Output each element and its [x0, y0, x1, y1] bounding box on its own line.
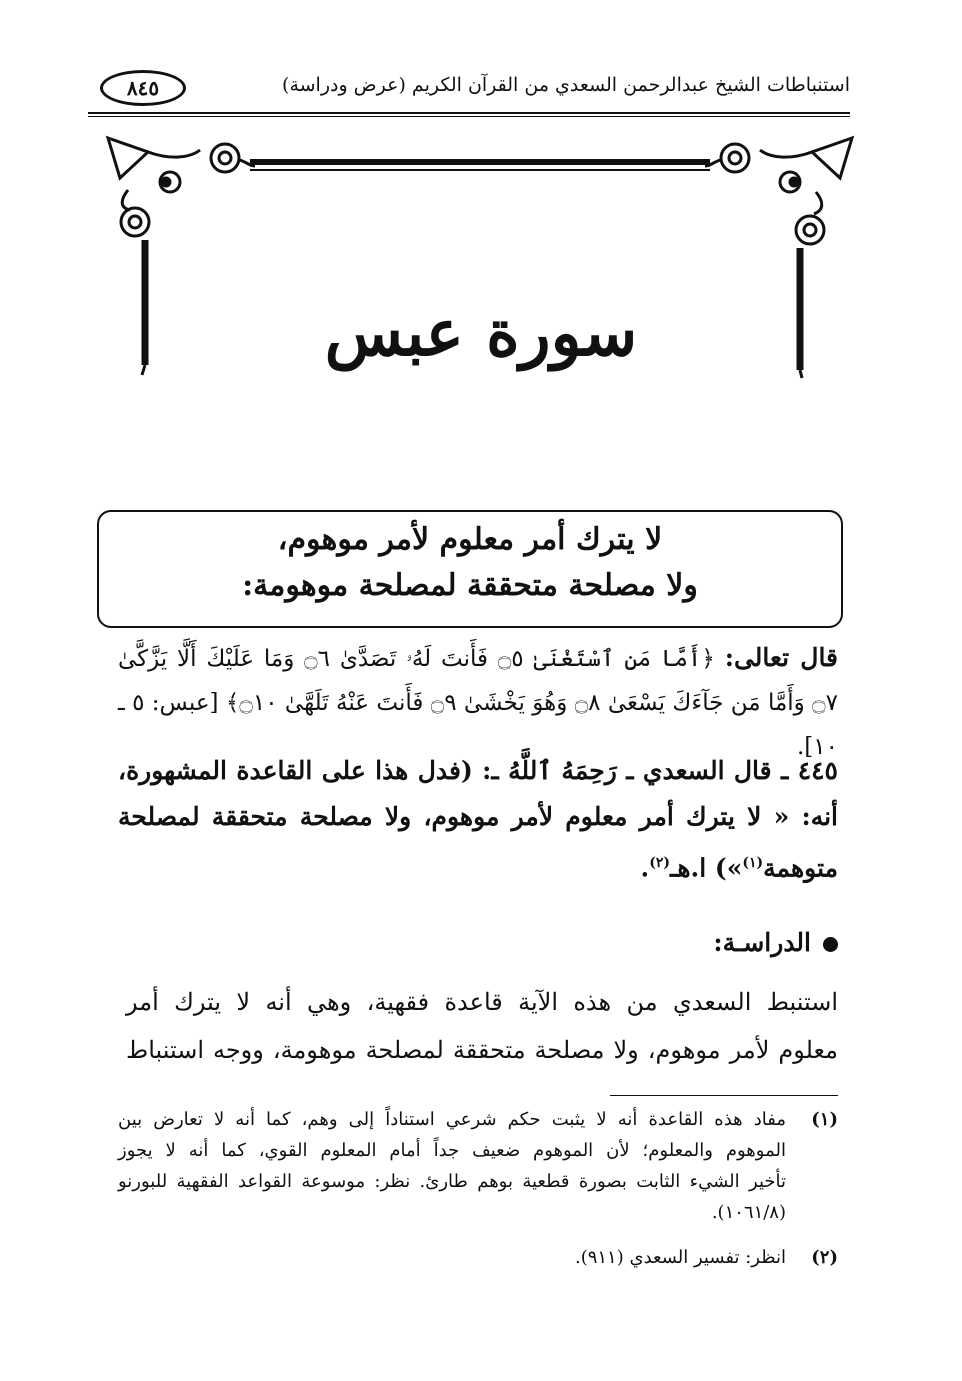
- header-rule-thin: [88, 116, 850, 117]
- bullet-icon: [823, 937, 838, 952]
- quote-line-1: ٤٤٥ ـ قال السعدي ـ رَحِمَهُ ٱللَّهُ ـ: (فدل هذا على القاعدة المشهورة،: [118, 756, 838, 785]
- study-body: [126, 978, 838, 1074]
- study-line-1: استنبط السعدي من هذه الآية قاعدة فقهية، وهي أنه لا يترك أمر: [126, 988, 838, 1016]
- verse-text: ﴿أَمَّا مَنِ ٱسْتَغْنَىٰ ۝٥ فَأَنتَ لَهُۥ تَصَدَّىٰ ۝٦ وَمَا عَلَيْكَ أَلَّا يَزَّكَّىٰ ۝٧ وَأَمَّا مَن جَآءَكَ يَسْعَىٰ ۝٨ وَهُوَ يَخْشَىٰ ۝٩ فَأَنتَ عَنْهُ تَلَهَّىٰ ۝١٠﴾: [118, 646, 838, 716]
- quote-line-3-end: .: [640, 853, 650, 883]
- verse-reference: [عبس: ٥ ـ ١٠].: [118, 690, 838, 760]
- footnote-ref-1: (١): [742, 855, 764, 871]
- quote-line-2: أنه: « لا يترك أمر معلوم لأمر موهوم، ولا مصلحة متحققة لمصلحة: [118, 802, 838, 831]
- page-header: [88, 70, 850, 118]
- quote-line-3-text: متوهمة: [763, 853, 838, 883]
- footnote-2: [118, 1242, 838, 1273]
- footnote-line: انظر: تفسير السعدي (٩١١).: [574, 1247, 786, 1268]
- footnote-ref-2: (٢): [649, 855, 670, 871]
- header-rule: [88, 112, 850, 114]
- quote-line-3-mid: ») ا.هـ: [670, 853, 743, 883]
- rule-box: [97, 510, 843, 628]
- footnote-line: (١٠٦١/٨).: [711, 1202, 786, 1223]
- sadi-quote: [118, 748, 838, 891]
- study-heading-text: الدراسـة:: [713, 928, 811, 957]
- study-heading: [713, 928, 838, 957]
- verse-intro: قال تعالى:: [724, 643, 839, 672]
- page-number: ٨٤٥: [100, 70, 186, 106]
- footnote-line: الموهوم والمعلوم؛ لأن الموهوم ضعيف جداً أمام المعلوم القوي، كما أنه لا يجوز: [118, 1140, 786, 1161]
- rule-line-1: لا يترك أمر معلوم لأمر موهوم،: [277, 522, 663, 557]
- running-header-title: استنباطات الشيخ عبدالرحمن السعدي من القرآن الكريم (عرض ودراسة): [282, 74, 850, 96]
- footnote-separator: [610, 1095, 838, 1096]
- surah-title: سورة عبس: [324, 296, 638, 371]
- footnotes: [118, 1104, 838, 1273]
- footnote-number: (٢): [811, 1247, 838, 1268]
- footnote-line: تأخير الشيء الثابت بصورة قطعية بوهم طارئ. نظر: موسوعة القواعد الفقهية للبورنو: [118, 1171, 786, 1192]
- rule-line-2: ولا مصلحة متحققة لمصلحة موهومة:: [242, 568, 698, 603]
- footnote-1: [118, 1104, 838, 1228]
- quote-line-3: [118, 840, 838, 891]
- footnote-number: (١): [811, 1109, 838, 1130]
- study-line-2: معلوم لأمر موهوم، ولا مصلحة متحققة لمصلحة موهومة، ووجه استنباط: [126, 1036, 838, 1064]
- footnote-line: مفاد هذه القاعدة أنه لا يثبت حكم شرعي استناداً إلى وهم، كما أنه لا تعارض بين: [118, 1109, 786, 1130]
